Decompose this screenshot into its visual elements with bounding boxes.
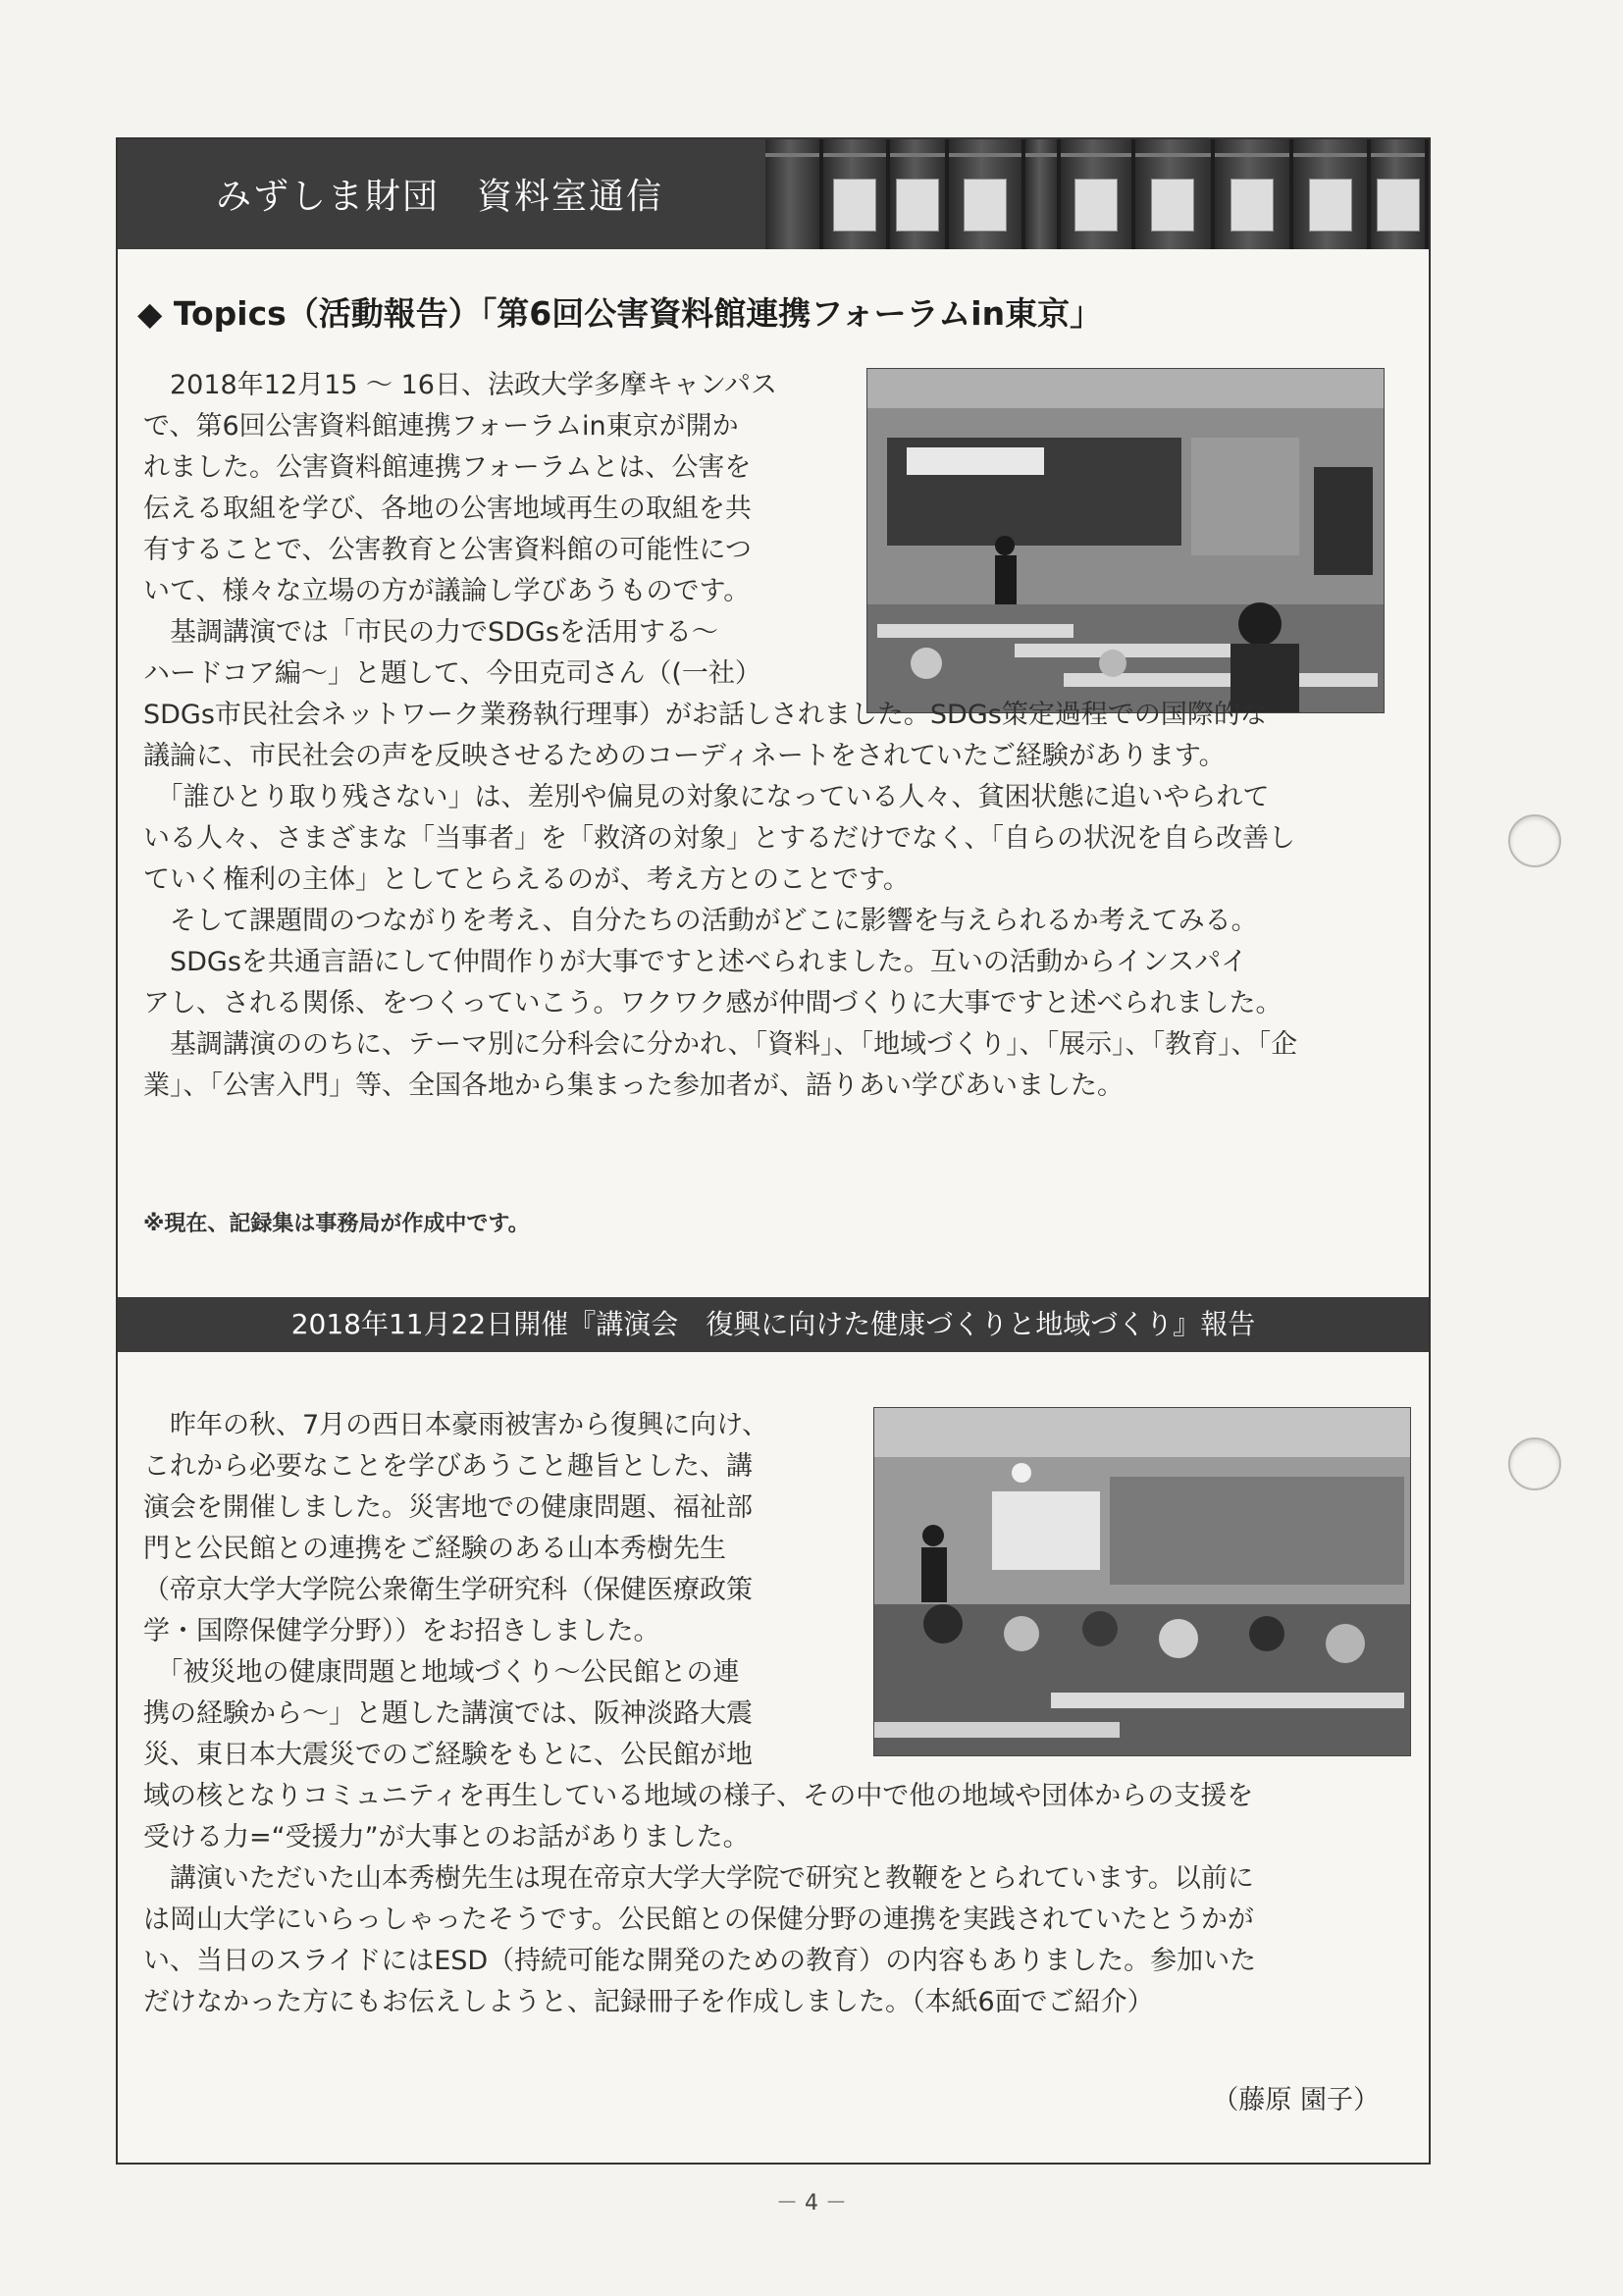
punch-hole-top bbox=[1508, 814, 1561, 867]
topics-heading: ◆ Topics（活動報告）「第6回公害資料館連携フォーラムin東京」 bbox=[137, 294, 1103, 333]
text-line: 2018年12月15 ～ 16日、法政大学多摩キャンパス bbox=[143, 370, 778, 400]
text-line: 演会を開催しました。災害地での健康問題、福祉部 bbox=[143, 1492, 753, 1523]
text-line: 有することで、公害教育と公害資料館の可能性につ bbox=[143, 535, 752, 565]
text-line: 域の核となりコミュニティを再生している地域の様子、その中で他の地域や団体からの支援を bbox=[143, 1781, 1254, 1811]
text-line: ハードコア編～」と題して、今田克司さん（(一社） bbox=[143, 658, 761, 689]
text-line: これから必要なことを学びあうこと趣旨とした、講 bbox=[143, 1451, 753, 1482]
text-line: 門と公民館との連携をご経験のある山本秀樹先生 bbox=[143, 1534, 726, 1564]
text-line: 受ける力=“受援力”が大事とのお話がありました。 bbox=[143, 1822, 750, 1852]
text-line: れました。公害資料館連携フォーラムとは、公害を bbox=[143, 452, 752, 483]
text-line: 「誰ひとり取り残さない」は、差別や偏見の対象になっている人々、貧困状態に追いやられて bbox=[143, 782, 1270, 812]
lecture-photo bbox=[873, 1407, 1411, 1756]
text-line: SDGsを共通言語にして仲間作りが大事ですと述べられました。互いの活動からインスパイ bbox=[143, 947, 1248, 977]
text-line: 「被災地の健康問題と地域づくり～公民館との連 bbox=[143, 1657, 740, 1688]
text-line: は岡山大学にいらっしゃったそうです。公民館との保健分野の連携を実践されていたとうかが bbox=[143, 1905, 1254, 1935]
text-line: そして課題間のつながりを考え、自分たちの活動がどこに影響を与えられるか考えてみる。 bbox=[143, 906, 1258, 936]
lecture-intro bbox=[143, 1405, 768, 1776]
text-line: 伝える取組を学び、各地の公害地域再生の取組を共 bbox=[143, 494, 752, 524]
text-line: 基調講演ののちに、テーマ別に分科会に分かれ、「資料」、「地域づくり」、「展示」、「教育」、「企 bbox=[143, 1029, 1298, 1060]
punch-hole-bottom bbox=[1508, 1437, 1561, 1490]
author-credit: （藤原 園子） bbox=[1212, 2085, 1380, 2115]
text-line: SDGs市民社会ネットワーク業務執行理事）がお話しされました。SDGs策定過程での国際的な bbox=[143, 700, 1267, 730]
text-line: 基調講演では「市民の力でSDGsを活用する～ bbox=[143, 617, 718, 648]
forum-photo bbox=[866, 368, 1385, 713]
text-line: いる人々、さまざまな「当事者」を「救済の対象」とするだけでなく、「自らの状況を自ら改善し bbox=[143, 823, 1295, 854]
topics-intro bbox=[143, 365, 777, 695]
text-line: い、当日のスライドにはESD（持続可能な開発のための教育）の内容もありました。参加いた bbox=[143, 1946, 1257, 1976]
text-line: アし、される関係、をつくっていこう。ワクワク感が仲間づくりに大事ですと述べられました。 bbox=[143, 988, 1283, 1018]
topics-body bbox=[143, 695, 1297, 1107]
bookshelf-photo bbox=[765, 139, 1429, 249]
text-line: 学・国際保健学分野））をお招きしました。 bbox=[143, 1616, 660, 1646]
text-line: （帝京大学大学院公衆衛生学研究科（保健医療政策 bbox=[143, 1575, 753, 1605]
page-number: － 4 － bbox=[776, 2191, 847, 2216]
header-banner bbox=[118, 139, 1429, 249]
text-line: だけなかった方にもお伝えしようと、記録冊子を作成しました。（本紙6面でご紹介） bbox=[143, 1987, 1154, 2017]
text-line: ていく権利の主体」としてとらえるのが、考え方とのことです。 bbox=[143, 864, 910, 895]
record-note: ※現在、記録集は事務局が作成中です。 bbox=[143, 1212, 530, 1236]
lecture-body bbox=[143, 1776, 1256, 2023]
text-line: 議論に、市民社会の声を反映させるためのコーディネートをされていたご経験があります。 bbox=[143, 741, 1226, 771]
text-line: 携の経験から～」と題した講演では、阪神淡路大震 bbox=[143, 1698, 753, 1729]
text-line: 災、東日本大震災でのご経験をもとに、公民館が地 bbox=[143, 1740, 753, 1770]
text-line: 昨年の秋、7月の西日本豪雨被害から復興に向け、 bbox=[143, 1410, 769, 1440]
text-line: 講演いただいた山本秀樹先生は現在帝京大学大学院で研究と教鞭をとられています。以前に bbox=[143, 1863, 1254, 1894]
lecture-heading: 2018年11月22日開催『講演会 復興に向けた健康づくりと地域づくり』報告 bbox=[118, 1297, 1429, 1352]
text-line: いて、様々な立場の方が議論し学びあうものです。 bbox=[143, 576, 751, 606]
text-line: 業」、「公害入門」等、全国各地から集まった参加者が、語りあい学びあいました。 bbox=[143, 1070, 1124, 1101]
header-title: みずしま財団 資料室通信 bbox=[216, 177, 664, 217]
newsletter-frame bbox=[116, 137, 1431, 2165]
text-line: で、第6回公害資料館連携フォーラムin東京が開か bbox=[143, 411, 739, 442]
